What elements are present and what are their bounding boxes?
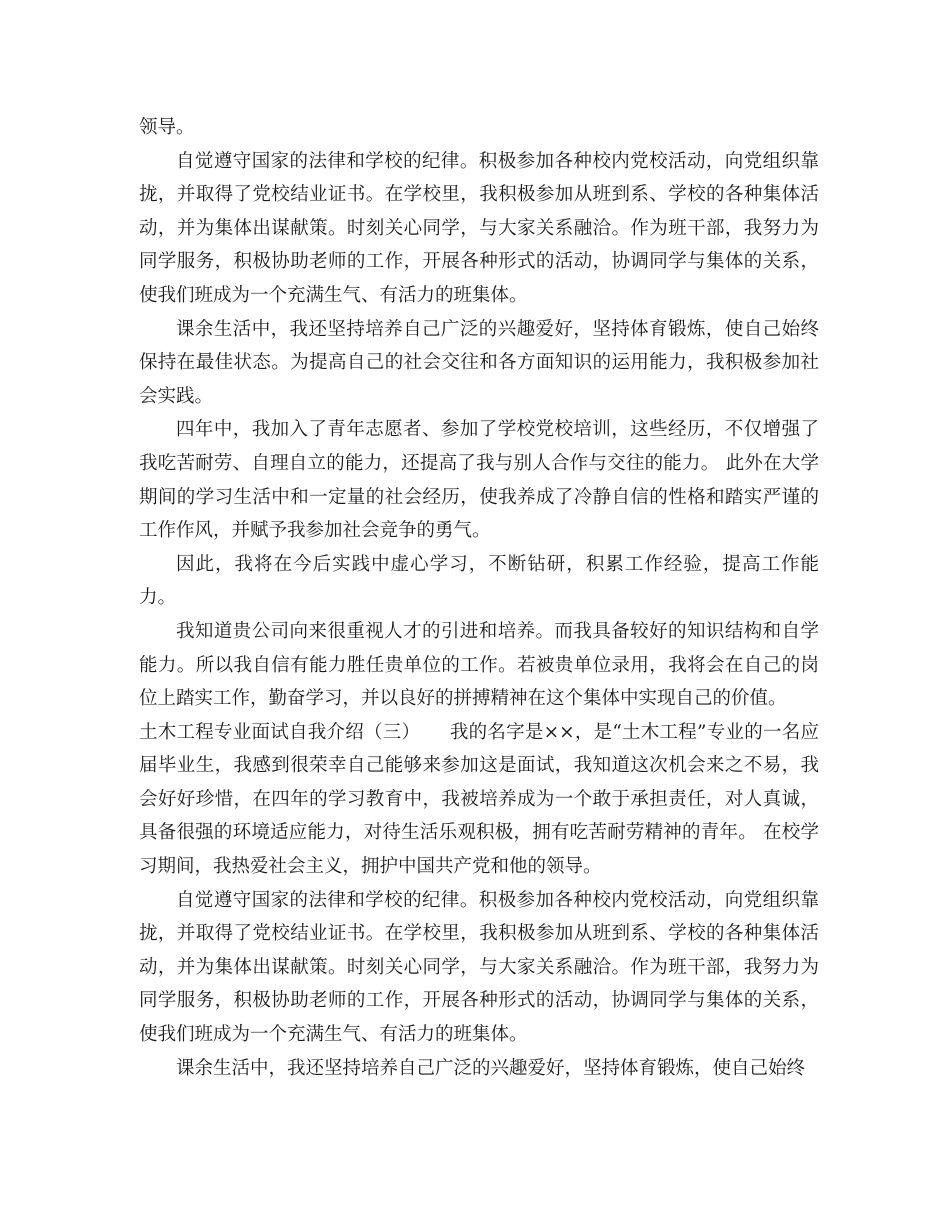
paragraph-3: 课余生活中，我还坚持培养自己广泛的兴趣爱好，坚持体育锻炼，使自己始终保持在最佳状态。为提高自己的社会交往和各方面知识的运用能力，我积极参加社会实践。 [139, 318, 819, 407]
paragraph-8: 自觉遵守国家的法律和学校的纪律。积极参加各种校内党校活动，向党组织靠拢，并取得了党校结业证书。在学校里，我积极参加从班到系、学校的各种集体活动，并为集体出谋献策。时刻关心同学，与大家关系融洽。作为班干部，我努力为同学服务，积极协助老师的工作，开展各种形式的活动，协调同学与集体的关系，使我们班成为一个充满生气、有活力的班集体。 [139, 889, 819, 1046]
paragraph-7 [139, 716, 819, 884]
paragraph-2: 自觉遵守国家的法律和学校的纪律。积极参加各种校内党校活动，向党组织靠拢，并取得了党校结业证书。在学校里，我积极参加从班到系、学校的各种集体活动，并为集体出谋献策。时刻关心同学，与大家关系融洽。作为班干部，我努力为同学服务，积极协助老师的工作，开展各种形式的活动，协调同学与集体的关系，使我们班成为一个充满生气、有活力的班集体。 [139, 150, 819, 306]
paragraph-6: 我知道贵公司向来很重视人才的引进和培养。而我具备较好的知识结构和自学能力。所以我自信有能力胜任贵单位的工作。若被贵单位录用，我将会在自己的岗位上踏实工作，勤奋学习，并以良好的拼搏精神在这个集体中实现自己的价值。 [139, 620, 819, 710]
paragraph-9: 课余生活中，我还坚持培养自己广泛的兴趣爱好，坚持体育锻炼，使自己始终 [176, 1057, 806, 1079]
section-heading: 土木工程专业面试自我介绍（三） [139, 721, 421, 743]
document-body [139, 111, 819, 1085]
paragraph-5: 因此，我将在今后实践中虚心学习，不断钻研，积累工作经验，提高工作能力。 [139, 553, 819, 609]
paragraph-7-text: 我的名字是××，是“土木工程”专业的一名应届毕业生，我感到很荣幸自己能够来参加这是面试，我知道这次机会来之不易，我会好好珍惜，在四年的学习教育中，我被培养成为一个敢于承担责任，对人真诚，具备很强的环境适应能力，对待生活乐观积极，拥有吃苦耐劳精神的青年。 在校学习期间，我热爱社会主义，拥护中国共产党和他的领导。 [139, 721, 819, 878]
paragraph-1: 领导。 [139, 117, 195, 138]
paragraph-4: 四年中，我加入了青年志愿者、参加了学校党校培训，这些经历，不仅增强了我吃苦耐劳、自理自立的能力，还提高了我与别人合作与交往的能力。 此外在大学期间的学习生活中和一定量的社会经历，使我养成了冷静自信的性格和踏实严谨的工作作风，并赋予我参加社会竞争的勇气。 [139, 419, 819, 542]
